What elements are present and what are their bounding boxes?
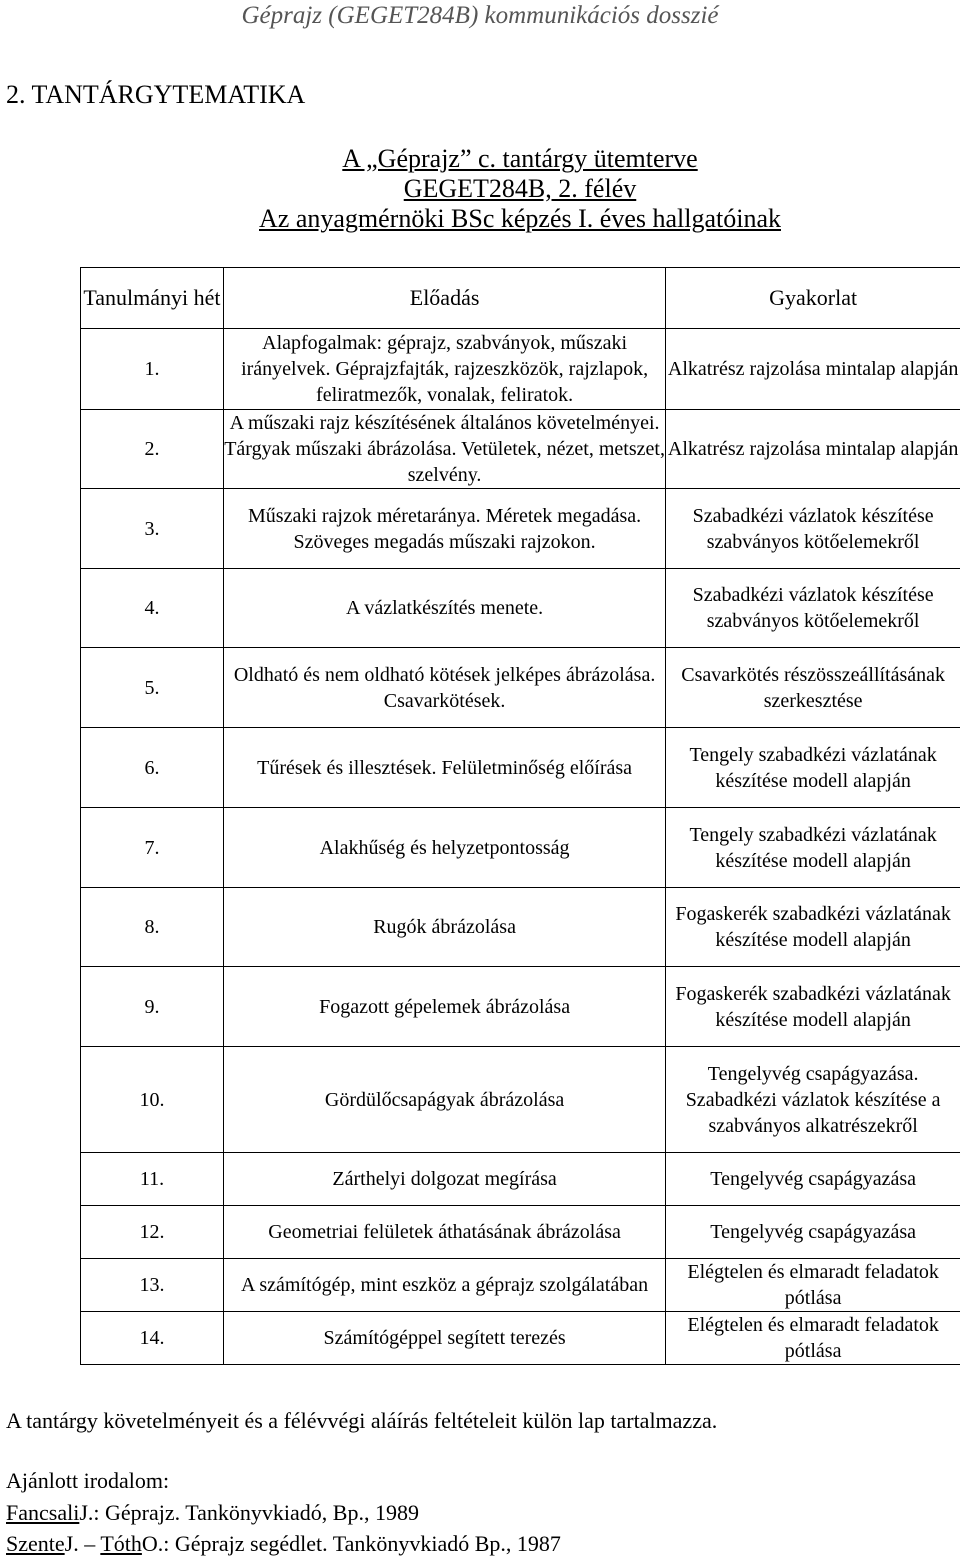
lecture-cell: A vázlatkészítés menete. [223,569,665,648]
week-cell: 4. [81,569,224,648]
practice-cell: Tengelyvég csapágyazása. Szabadkézi vázlatok készítése a szabványos alkatrészekről [666,1047,960,1153]
lecture-cell: Műszaki rajzok méretaránya. Méretek megadása. Szöveges megadás műszaki rajzokon. [223,489,665,569]
ref2-author1: Szente [6,1531,65,1556]
lecture-cell: A műszaki rajz készítésének általános követelményei. Tárgyak műszaki ábrázolása. Vetületek, nézet, metszet, szelvény. [223,410,665,489]
reference-2 [6,1531,561,1557]
requirements-note: A tantárgy követelményeit és a félévvégi aláírás feltételeit külön lap tartalmazza. [6,1408,718,1433]
schedule-title [0,144,960,234]
ref2-rest: : Géprajz segédlet. Tankönyvkiadó Bp., 1987 [163,1531,561,1556]
lecture-cell: Rugók ábrázolása [223,888,665,967]
ref2-author2: Tóth [100,1531,142,1556]
practice-cell: Tengely szabadkézi vázlatának készítése modell alapján [666,728,960,808]
lecture-cell: Számítógéppel segített terezés [223,1312,665,1365]
lecture-cell: Oldható és nem oldható kötések jelképes ábrázolása. Csavarkötések. [223,648,665,728]
reference-1 [6,1500,419,1526]
schedule-title-line2: GEGET284B, 2. félév [403,174,637,203]
week-cell: 10. [81,1047,224,1153]
lecture-cell: Gördülőcsapágyak ábrázolása [223,1047,665,1153]
literature-heading: Ajánlott irodalom: [6,1468,170,1493]
schedule-table [80,267,960,1365]
header-week: Tanulmányi hét [81,268,224,329]
week-cell: 3. [81,489,224,569]
table-row [81,648,960,728]
lecture-cell: Zárthelyi dolgozat megírása [223,1153,665,1206]
practice-cell: Alkatrész rajzolása mintalap alapján [666,329,960,410]
week-cell: 5. [81,648,224,728]
week-cell: 6. [81,728,224,808]
week-cell: 14. [81,1312,224,1365]
practice-cell: Elégtelen és elmaradt feladatok pótlása [666,1259,960,1312]
ref1-rest: : Géprajz. Tankönyvkiadó, Bp., 1989 [93,1500,419,1525]
table-row [81,329,960,410]
table-row [81,569,960,648]
week-cell: 7. [81,808,224,888]
practice-cell: Tengely szabadkézi vázlatának készítése modell alapján [666,808,960,888]
week-cell: 11. [81,1153,224,1206]
practice-cell: Csavarkötés részösszeállításának szerkesztése [666,648,960,728]
header-lecture: Előadás [223,268,665,329]
ref1-initial: J. [79,1500,94,1525]
week-cell: 2. [81,410,224,489]
week-cell: 1. [81,329,224,410]
lecture-cell: A számítógép, mint eszköz a géprajz szolgálatában [223,1259,665,1312]
week-cell: 8. [81,888,224,967]
practice-cell: Tengelyvég csapágyazása [666,1206,960,1259]
running-title: Géprajz (GEGET284B) kommunikációs dosszié [241,2,719,29]
schedule-title-line3: Az anyagmérnöki BSc képzés I. éves hallgatóinak [259,204,781,233]
practice-cell: Tengelyvég csapágyazása [666,1153,960,1206]
header-practice: Gyakorlat [666,268,960,329]
lecture-cell: Fogazott gépelemek ábrázolása [223,967,665,1047]
schedule-title-line1: A „Géprajz” c. tantárgy ütemterve [342,144,698,173]
practice-cell: Elégtelen és elmaradt feladatok pótlása [666,1312,960,1365]
practice-cell: Fogaskerék szabadkézi vázlatának készítése modell alapján [666,888,960,967]
table-row [81,1206,960,1259]
table-row [81,1259,960,1312]
ref1-author: Fancsali [6,1500,80,1525]
lecture-cell: Alakhűség és helyzetpontosság [223,808,665,888]
table-row [81,728,960,808]
ref2-initial2: O. [141,1531,164,1556]
table-row [81,1047,960,1153]
table-header-row [81,268,960,329]
lecture-cell: Tűrések és illesztések. Felületminőség előírása [223,728,665,808]
practice-cell: Alkatrész rajzolása mintalap alapján [666,410,960,489]
lecture-cell: Alapfogalmak: géprajz, szabványok, műszaki irányelvek. Géprajzfajták, rajzeszközök, rajzlapok, feliratmezők, vonalak, feliratok. [223,329,665,410]
table-row [81,967,960,1047]
lecture-cell: Geometriai felületek áthatásának ábrázolása [223,1206,665,1259]
table-body [81,329,960,1365]
ref2-sep: – [78,1531,101,1556]
week-cell: 12. [81,1206,224,1259]
table-row [81,1153,960,1206]
practice-cell: Szabadkézi vázlatok készítése szabványos kötőelemekről [666,569,960,648]
practice-cell: Szabadkézi vázlatok készítése szabványos kötőelemekről [666,489,960,569]
table-row [81,1312,960,1365]
week-cell: 9. [81,967,224,1047]
week-cell: 13. [81,1259,224,1312]
table-row [81,489,960,569]
section-heading: 2. TANTÁRGYTEMATIKA [6,80,306,109]
table-row [81,410,960,489]
ref2-initial1: J. [64,1531,79,1556]
practice-cell: Fogaskerék szabadkézi vázlatának készítése modell alapján [666,967,960,1047]
table-row [81,888,960,967]
table-row [81,808,960,888]
